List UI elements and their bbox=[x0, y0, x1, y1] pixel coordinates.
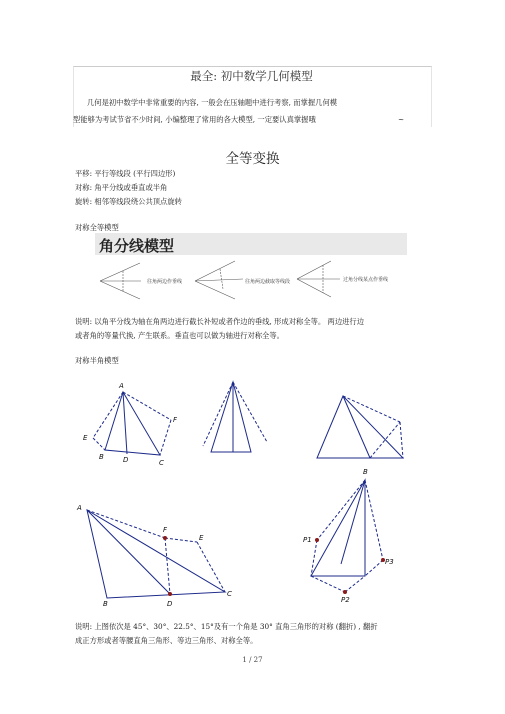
point-label-f: F bbox=[173, 416, 178, 424]
point-label-d2: D bbox=[167, 600, 173, 608]
point-label-b3: B bbox=[363, 468, 368, 476]
fig2-explain-1: 说明: 上图依次是 45°、30°、22.5°、15°及有一个角是 30° 直角三角形的对称 (翻折) , 翻折 bbox=[75, 622, 378, 631]
point-label-e2: E bbox=[199, 534, 204, 542]
point-label-d: D bbox=[123, 456, 129, 464]
point-label-b2: B bbox=[103, 600, 108, 608]
point-label-p3: P3 bbox=[385, 558, 394, 566]
fig1-caption: 对称全等模型 bbox=[75, 223, 119, 232]
point-label-p1: P1 bbox=[303, 536, 312, 544]
page-title: 最全: 初中数学几何模型 bbox=[190, 69, 313, 83]
point-label-f2: F bbox=[163, 526, 168, 534]
fig1-label-2: 往角两边截取等线段 bbox=[245, 279, 291, 285]
fig1-heading: 角分线模型 bbox=[99, 237, 175, 255]
point-label-c2: C bbox=[227, 590, 232, 598]
section-title: 全等变换 bbox=[225, 151, 280, 167]
half-angle-model-figure bbox=[75, 370, 425, 610]
fig1-label-3: 过角分线某点作垂线 bbox=[343, 277, 389, 283]
fig1-explain-1: 说明: 以角平分线为轴在角两边进行截长补短或者作边的垂线, 形成对称全等。 两边进行边 bbox=[75, 317, 365, 326]
point-label-b: B bbox=[99, 453, 104, 461]
point-label-a2: A bbox=[77, 504, 82, 512]
point-label-c: C bbox=[159, 459, 164, 467]
intro-tilde: ~ bbox=[398, 115, 405, 124]
fig2-caption: 对称半角模型 bbox=[75, 356, 119, 365]
intro-line-2: 型能够为考试节省不少时间, 小编整理了常用的各大模型, 一定要认真掌握哦 bbox=[73, 115, 316, 124]
item-symmetry: 对称: 角平分线或垂直或半角 bbox=[75, 183, 168, 192]
point-label-e: E bbox=[83, 434, 88, 442]
page-number: 1 / 27 bbox=[242, 656, 263, 664]
item-rotation: 旋转: 相邻等线段绕公共顶点旋转 bbox=[75, 197, 182, 206]
item-translation: 平移: 平行等线段 (平行四边形) bbox=[75, 169, 176, 178]
point-label-p2: P2 bbox=[341, 596, 350, 604]
fig2-explain-2: 成正方形或者等腰直角三角形、等边三角形、对称全等。 bbox=[75, 636, 258, 645]
intro-line-1: 几何是初中数学中非常重要的内容, 一般会在压轴题中进行考察, 而掌握几何模 bbox=[87, 98, 338, 107]
fig1-diagram bbox=[95, 233, 407, 303]
fig1-label-1: 往角两边作垂线 bbox=[147, 279, 183, 285]
point-label-a: A bbox=[119, 382, 124, 390]
angle-bisector-model-figure bbox=[95, 233, 407, 303]
fig1-explain-2: 或者角的等量代换, 产生联系。垂直也可以做为轴进行对称全等。 bbox=[75, 331, 284, 340]
